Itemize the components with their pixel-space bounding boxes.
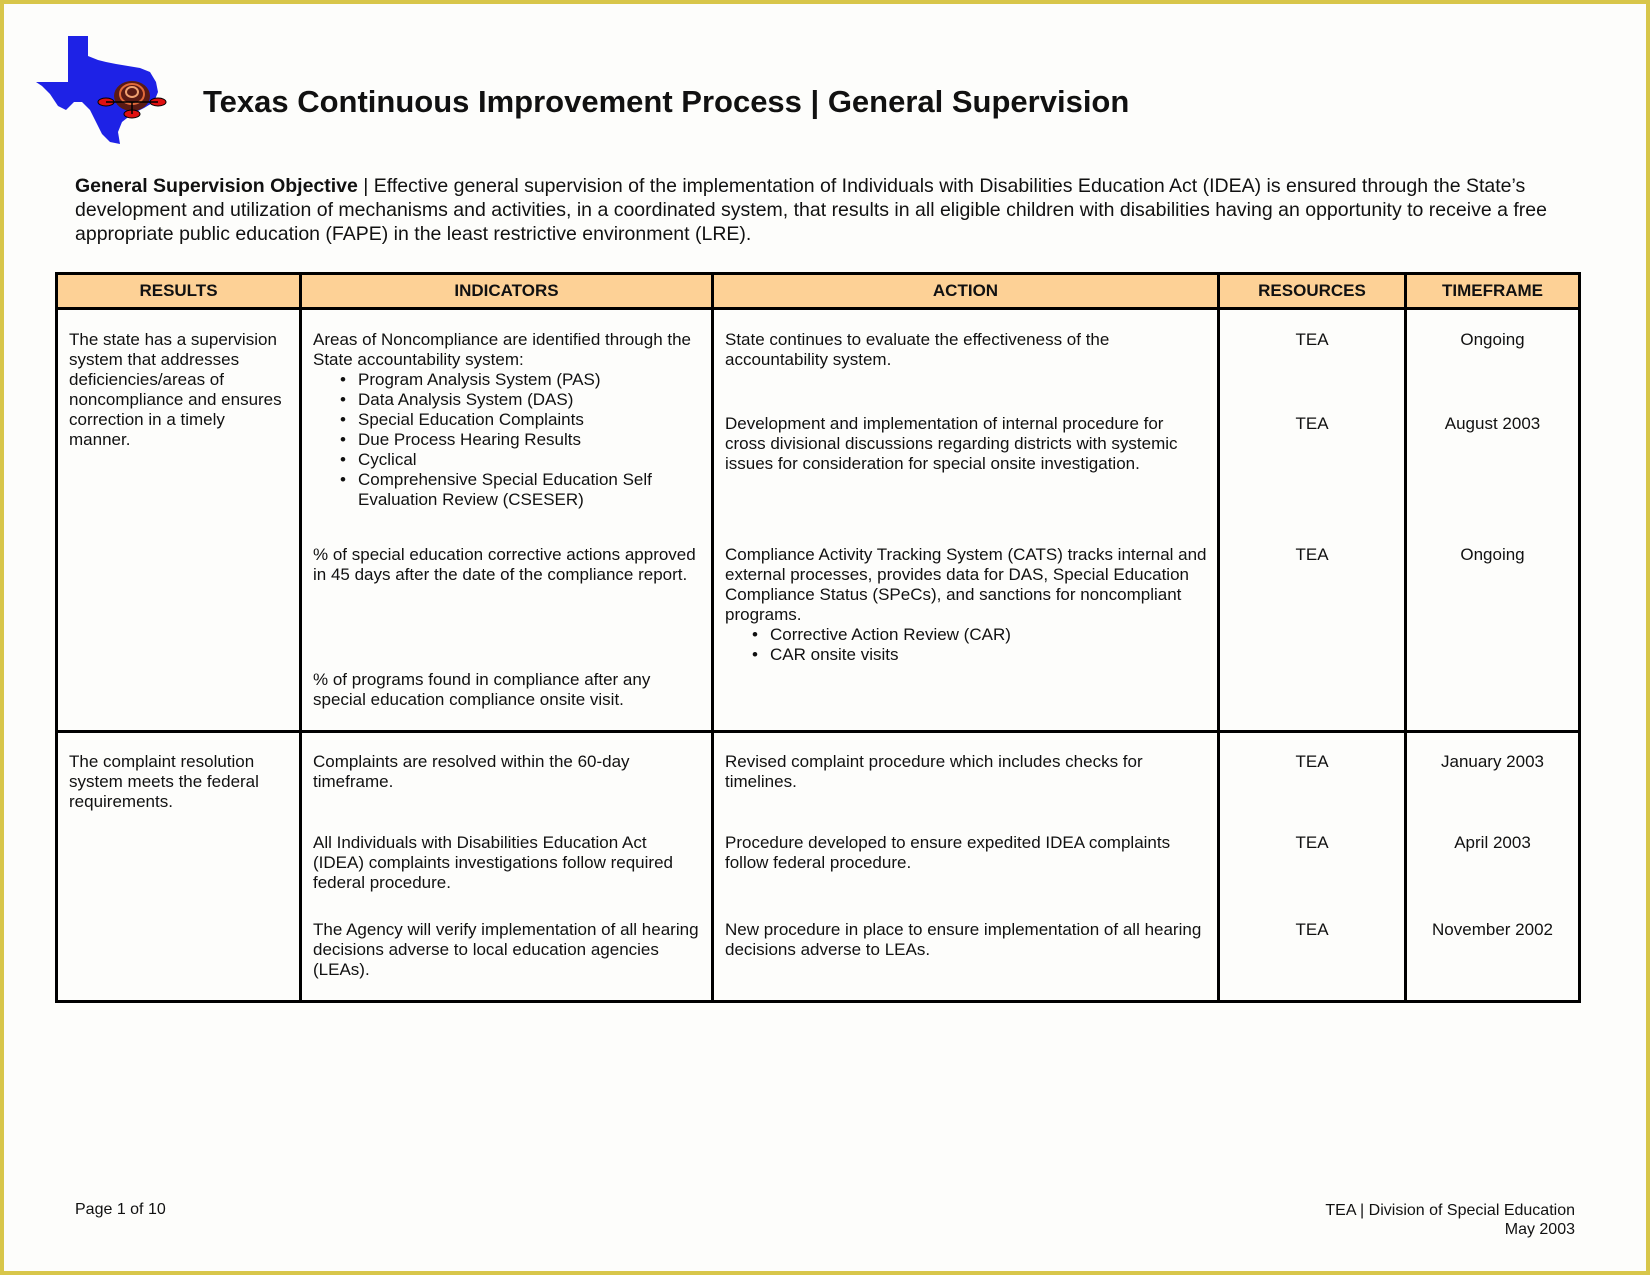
table-row [57, 309, 1580, 732]
texas-logo [36, 36, 171, 146]
table-header-row [57, 274, 1580, 309]
header-timeframe: TIMEFRAME [1406, 274, 1580, 309]
timeframe-text: Ongoing [1460, 330, 1525, 349]
objective-label: General Supervision Objective [75, 175, 358, 197]
result-text: The state has a supervision system that addresses deficiencies/areas of noncompliance and ensures correction in a timely manner. [69, 330, 282, 449]
objective-paragraph [75, 174, 1585, 246]
page-title: Texas Continuous Improvement Process | General Supervision [203, 84, 1130, 119]
action-text: Compliance Activity Tracking System (CATS) tracks internal and external processes, provides data for DAS, Special Education Compliance Status (SPeCs), and sanctions for noncompliant programs. [725, 545, 1207, 624]
list-item: • CAR onsite visits [770, 645, 1207, 665]
action-text: New procedure in place to ensure implementation of all hearing decisions adverse to LEAs. [725, 920, 1202, 959]
resource-text: TEA [1295, 545, 1329, 564]
list-item: • Special Education Complaints [358, 410, 701, 430]
header-indicators: INDICATORS [301, 274, 713, 309]
header-resources: RESOURCES [1219, 274, 1406, 309]
action-bullets [725, 625, 1207, 665]
resource-text: TEA [1295, 414, 1329, 433]
indicator-block [313, 330, 701, 510]
list-item: • Due Process Hearing Results [358, 430, 701, 450]
footer-org-name: TEA | Division of Special Education [1325, 1202, 1575, 1219]
list-item: • Program Analysis System (PAS) [358, 370, 701, 390]
action-text: State continues to evaluate the effectiveness of the accountability system. [725, 330, 1110, 369]
timeframe-text: Ongoing [1460, 545, 1525, 564]
footer-org [1325, 1201, 1575, 1239]
indicator-text: Complaints are resolved within the 60-day timeframe. [313, 752, 630, 791]
indicator-bullets [313, 370, 701, 510]
action-text: Procedure developed to ensure expedited IDEA complaints follow federal procedure. [725, 833, 1171, 872]
page-number: Page 1 of 10 [75, 1201, 166, 1218]
timeframe-text: April 2003 [1454, 833, 1531, 852]
resource-text: TEA [1295, 833, 1329, 852]
indicator-text: The Agency will verify implementation of all hearing decisions adverse to local education agencies (LEAs). [313, 920, 699, 979]
indicator-text: % of special education corrective actions approved in 45 days after the date of the compliance report. [313, 545, 696, 584]
timeframe-text: January 2003 [1440, 752, 1545, 771]
indicator-text: % of programs found in compliance after any special education compliance onsite visit. [313, 670, 651, 709]
list-item: • Data Analysis System (DAS) [358, 390, 701, 410]
result-text: The complaint resolution system meets the federal requirements. [69, 752, 259, 811]
header-results: RESULTS [57, 274, 301, 309]
supervision-table [55, 272, 1581, 1003]
action-text: Development and implementation of internal procedure for cross divisional discussions regarding districts with systemic issues for consideration for special onsite investigation. [725, 414, 1178, 473]
indicator-text: Areas of Noncompliance are identified through the State accountability system: [313, 330, 692, 369]
table-row [57, 732, 1580, 1002]
list-item: • Corrective Action Review (CAR) [770, 625, 1207, 645]
resource-text: TEA [1295, 920, 1329, 939]
action-block [725, 545, 1207, 665]
indicator-text: All Individuals with Disabilities Education Act (IDEA) complaints investigations follow required federal procedure. [313, 833, 673, 892]
list-item: • Cyclical [358, 450, 701, 470]
header-action: ACTION [713, 274, 1219, 309]
timeframe-text: November 2002 [1432, 920, 1553, 939]
footer-date: May 2003 [1504, 1221, 1575, 1238]
resource-text: TEA [1295, 330, 1329, 349]
action-text: Revised complaint procedure which includes checks for timelines. [725, 752, 1143, 791]
timeframe-text: August 2003 [1444, 414, 1541, 433]
list-item: • Comprehensive Special Education Self Evaluation Review (CSESER) [358, 470, 701, 510]
objective-text: | Effective general supervision of the implementation of Individuals with Disabilities Education Act (IDEA) is ensured through the State’s development and utilization of mechanisms and activities, in a coordinated system, that results in all eligible children with disabilities having an opportunity to receive a free appropriate public education (FAPE) in the least restrictive environment (LRE). [75, 175, 1547, 245]
resource-text: TEA [1295, 752, 1329, 771]
